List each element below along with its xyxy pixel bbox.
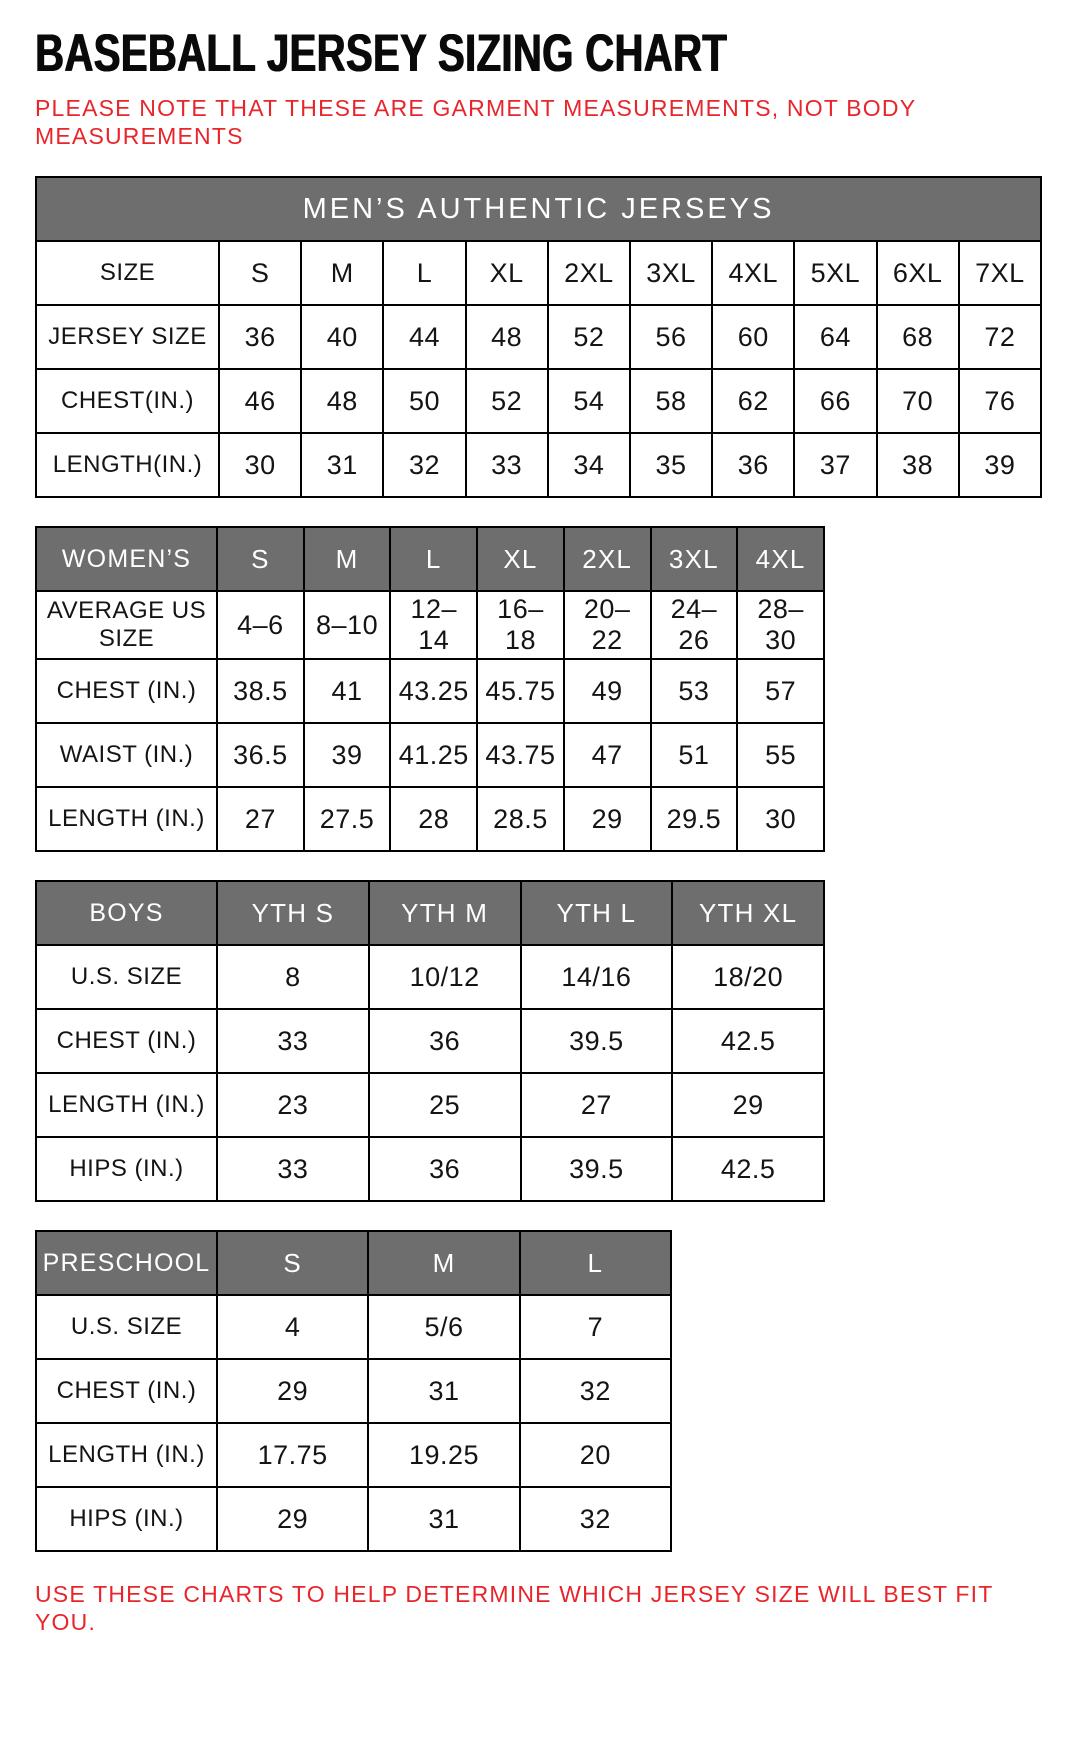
size-value: 39 (304, 723, 391, 787)
column-header: YTH XL (672, 881, 824, 945)
size-value: 36 (369, 1009, 521, 1073)
size-value: 19.25 (368, 1423, 519, 1487)
size-value: 16–18 (477, 591, 564, 659)
column-header: L (390, 527, 477, 591)
size-value: 57 (737, 659, 824, 723)
row-label: CHEST (IN.) (36, 1359, 217, 1423)
size-value: 8 (217, 945, 369, 1009)
size-value: 27 (521, 1073, 673, 1137)
size-value: 29.5 (651, 787, 738, 851)
size-value: 33 (217, 1137, 369, 1201)
size-value: 54 (548, 369, 630, 433)
size-value: 7 (520, 1295, 671, 1359)
size-value: 37 (794, 433, 876, 497)
row-label: WAIST (IN.) (36, 723, 217, 787)
column-header: 6XL (877, 241, 959, 305)
size-value: 40 (301, 305, 383, 369)
size-value: 32 (520, 1359, 671, 1423)
size-value: 29 (217, 1487, 368, 1551)
column-header: 3XL (630, 241, 712, 305)
size-value: 51 (651, 723, 738, 787)
size-value: 14/16 (521, 945, 673, 1009)
column-header: YTH S (217, 881, 369, 945)
size-value: 36 (712, 433, 794, 497)
size-value: 30 (219, 433, 301, 497)
row-label: LENGTH (IN.) (36, 1073, 217, 1137)
size-value: 45.75 (477, 659, 564, 723)
mens-sizing-table (35, 176, 1042, 498)
size-value: 42.5 (672, 1137, 824, 1201)
column-header: M (304, 527, 391, 591)
size-value: 35 (630, 433, 712, 497)
column-header: 7XL (959, 241, 1041, 305)
size-value: 55 (737, 723, 824, 787)
size-value: 29 (564, 787, 651, 851)
size-value: 32 (383, 433, 465, 497)
size-value: 28.5 (477, 787, 564, 851)
size-value: 56 (630, 305, 712, 369)
size-value: 48 (301, 369, 383, 433)
size-value: 46 (219, 369, 301, 433)
row-label: SIZE (36, 241, 219, 305)
size-value: 48 (466, 305, 548, 369)
row-label: HIPS (IN.) (36, 1487, 217, 1551)
size-value: 23 (217, 1073, 369, 1137)
column-header: YTH M (369, 881, 521, 945)
size-value: 25 (369, 1073, 521, 1137)
size-value: 36 (219, 305, 301, 369)
preschool-sizing-table (35, 1230, 672, 1552)
size-value: 33 (217, 1009, 369, 1073)
column-header: M (368, 1231, 519, 1295)
size-value: 39 (959, 433, 1041, 497)
size-value: 44 (383, 305, 465, 369)
size-value: 20 (520, 1423, 671, 1487)
row-label: JERSEY SIZE (36, 305, 219, 369)
row-label: AVERAGE US SIZE (36, 591, 217, 659)
size-value: 17.75 (217, 1423, 368, 1487)
size-value: 29 (672, 1073, 824, 1137)
column-header: XL (477, 527, 564, 591)
column-header: L (383, 241, 465, 305)
row-label: LENGTH(IN.) (36, 433, 219, 497)
row-label: CHEST(IN.) (36, 369, 219, 433)
size-value: 32 (520, 1487, 671, 1551)
size-value: 66 (794, 369, 876, 433)
size-value: 36.5 (217, 723, 304, 787)
size-value: 30 (737, 787, 824, 851)
size-value: 64 (794, 305, 876, 369)
row-label: LENGTH (IN.) (36, 1423, 217, 1487)
column-header: S (217, 1231, 368, 1295)
size-value: 4–6 (217, 591, 304, 659)
size-value: 31 (368, 1487, 519, 1551)
size-value: 28–30 (737, 591, 824, 659)
size-value: 36 (369, 1137, 521, 1201)
size-value: 33 (466, 433, 548, 497)
size-value: 28 (390, 787, 477, 851)
column-header: 3XL (651, 527, 738, 591)
page-title-text: BASEBALL JERSEY SIZING CHART (35, 23, 728, 83)
garment-measurement-note: PLEASE NOTE THAT THESE ARE GARMENT MEASUREMENTS, NOT BODY MEASUREMENTS (35, 95, 916, 150)
size-value: 62 (712, 369, 794, 433)
size-value: 50 (383, 369, 465, 433)
column-header: M (301, 241, 383, 305)
row-label: HIPS (IN.) (36, 1137, 217, 1201)
column-header: XL (466, 241, 548, 305)
size-value: 43.25 (390, 659, 477, 723)
row-label: U.S. SIZE (36, 945, 217, 1009)
table-title: MEN’S AUTHENTIC JERSEYS (36, 177, 1041, 241)
row-label: CHEST (IN.) (36, 659, 217, 723)
womens-sizing-table (35, 526, 825, 852)
size-value: 76 (959, 369, 1041, 433)
size-value: 52 (548, 305, 630, 369)
fit-advice-note: USE THESE CHARTS TO HELP DETERMINE WHICH JERSEY SIZE WILL BEST FIT YOU. (35, 1581, 994, 1636)
size-value: 31 (301, 433, 383, 497)
size-value: 20–22 (564, 591, 651, 659)
table-corner-label: BOYS (36, 881, 217, 945)
size-value: 47 (564, 723, 651, 787)
column-header: 2XL (564, 527, 651, 591)
size-value: 24–26 (651, 591, 738, 659)
column-header: YTH L (521, 881, 673, 945)
size-value: 41.25 (390, 723, 477, 787)
column-header: 4XL (737, 527, 824, 591)
size-value: 38 (877, 433, 959, 497)
row-label: CHEST (IN.) (36, 1009, 217, 1073)
size-value: 29 (217, 1359, 368, 1423)
size-value: 8–10 (304, 591, 391, 659)
size-value: 68 (877, 305, 959, 369)
boys-sizing-table (35, 880, 825, 1202)
table-corner-label: PRESCHOOL (36, 1231, 217, 1295)
table-corner-label: WOMEN’S (36, 527, 217, 591)
size-value: 27.5 (304, 787, 391, 851)
page-title (35, 24, 1042, 86)
row-label: U.S. SIZE (36, 1295, 217, 1359)
size-value: 38.5 (217, 659, 304, 723)
size-value: 60 (712, 305, 794, 369)
size-value: 4 (217, 1295, 368, 1359)
column-header: S (217, 527, 304, 591)
column-header: L (520, 1231, 671, 1295)
size-value: 72 (959, 305, 1041, 369)
size-value: 31 (368, 1359, 519, 1423)
size-value: 5/6 (368, 1295, 519, 1359)
size-value: 52 (466, 369, 548, 433)
size-value: 41 (304, 659, 391, 723)
size-value: 39.5 (521, 1009, 673, 1073)
row-label: LENGTH (IN.) (36, 787, 217, 851)
size-value: 34 (548, 433, 630, 497)
size-value: 12–14 (390, 591, 477, 659)
size-value: 58 (630, 369, 712, 433)
column-header: 5XL (794, 241, 876, 305)
column-header: 4XL (712, 241, 794, 305)
size-value: 42.5 (672, 1009, 824, 1073)
size-value: 53 (651, 659, 738, 723)
size-value: 10/12 (369, 945, 521, 1009)
size-value: 70 (877, 369, 959, 433)
size-value: 49 (564, 659, 651, 723)
size-value: 18/20 (672, 945, 824, 1009)
column-header: 2XL (548, 241, 630, 305)
size-value: 43.75 (477, 723, 564, 787)
column-header: S (219, 241, 301, 305)
size-value: 27 (217, 787, 304, 851)
size-value: 39.5 (521, 1137, 673, 1201)
